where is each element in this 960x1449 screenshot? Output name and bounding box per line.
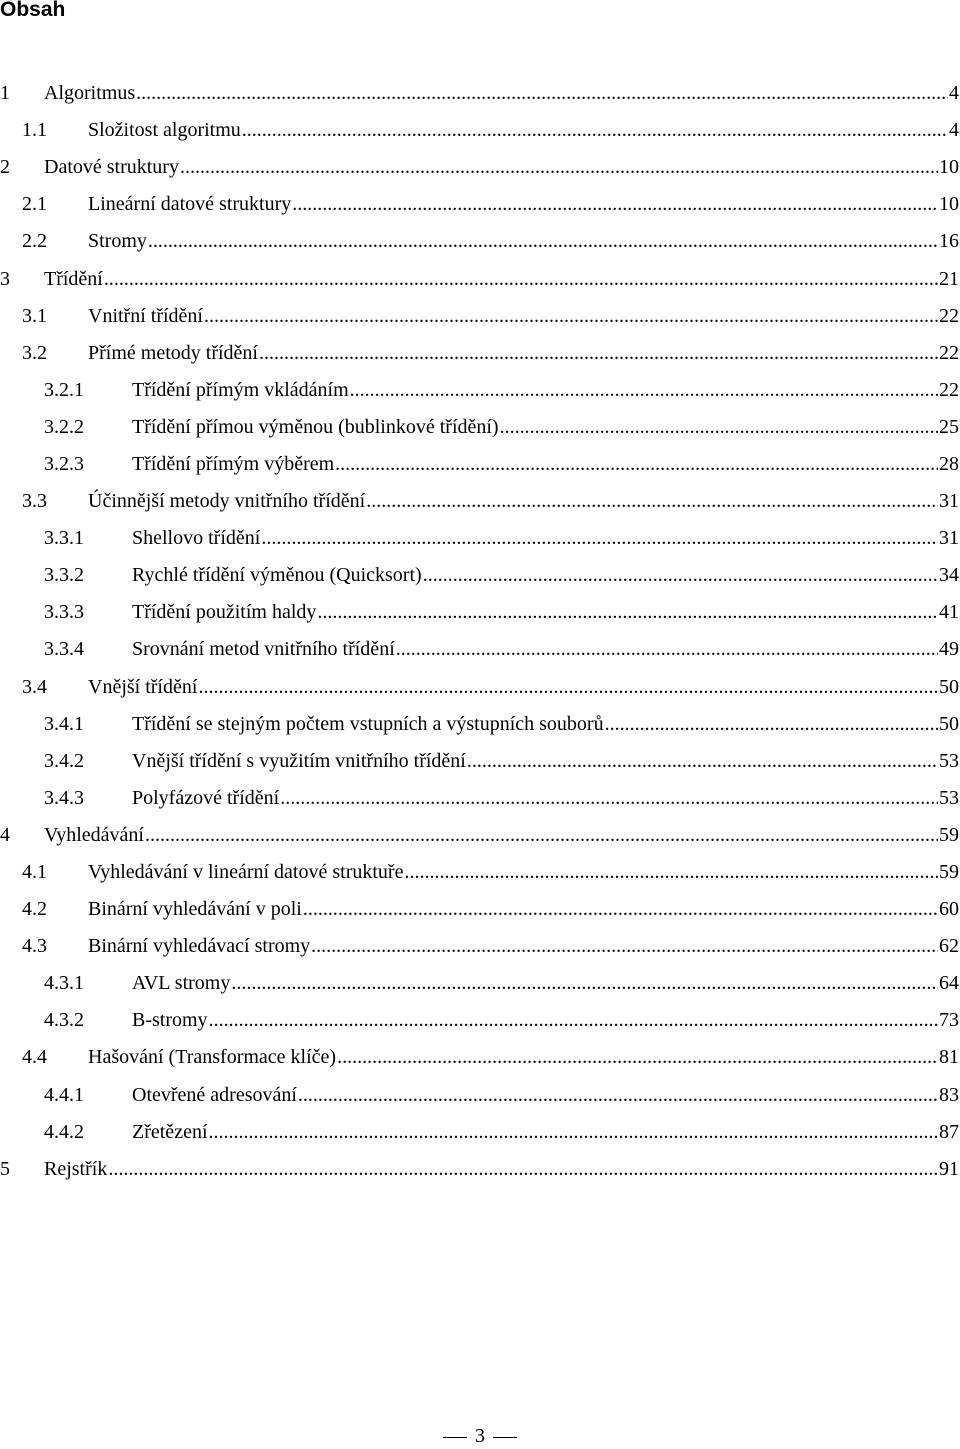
toc-entry-page: 73: [939, 1009, 959, 1032]
toc-entry-title: Třídění přímým vkládáním: [132, 378, 349, 401]
toc-entry-title: Třídění přímým výběrem: [132, 452, 335, 475]
toc-dot-leader: [108, 1158, 938, 1181]
toc-entry-title: Hašování (Transformace klíče): [88, 1046, 337, 1069]
page-title: Obsah: [0, 0, 66, 21]
toc-entry-number: 2: [0, 156, 10, 179]
toc-entry-title: Třídění: [44, 267, 103, 290]
toc-entry[interactable]: [0, 446, 959, 483]
toc-entry-page: 60: [939, 898, 959, 921]
toc-entry-page: 28: [939, 452, 959, 475]
toc-entry-number: 3.2.2: [44, 415, 84, 438]
toc-entry[interactable]: [0, 223, 959, 260]
toc-entry[interactable]: [0, 298, 959, 335]
toc-entry-number: 4.3.2: [44, 1009, 84, 1032]
toc-entry-title: Třídění se stejným počtem vstupních a výstupních souborů: [132, 712, 604, 735]
toc-dot-leader: [209, 1121, 939, 1144]
toc-entry[interactable]: [0, 669, 959, 706]
toc-entry-title: Otevřené adresování: [132, 1083, 297, 1106]
toc-entry-page: 25: [939, 415, 959, 438]
toc-entry-number: 2.2: [22, 230, 47, 253]
toc-entry[interactable]: [0, 780, 959, 817]
toc-entry-number: 3.3.3: [44, 601, 84, 624]
toc-dot-leader: [500, 416, 938, 439]
toc-entry[interactable]: [0, 409, 959, 446]
toc-entry[interactable]: [0, 1039, 959, 1076]
toc-entry[interactable]: [0, 75, 959, 112]
toc-dot-leader: [396, 638, 938, 661]
toc-entry-page: 41: [939, 601, 959, 624]
toc-entry[interactable]: [0, 1114, 959, 1151]
toc-entry[interactable]: [0, 743, 959, 780]
toc-entry[interactable]: [0, 854, 959, 891]
toc-dot-leader: [280, 787, 938, 810]
toc-entry-number: 3.4.3: [44, 786, 84, 809]
toc-dot-leader: [231, 972, 938, 995]
toc-entry-page: 91: [939, 1157, 959, 1180]
toc-dot-leader: [198, 676, 938, 699]
table-of-contents: [0, 75, 959, 1188]
toc-entry-number: 3.2: [22, 341, 47, 364]
toc-entry-number: 4.3.1: [44, 972, 84, 995]
toc-entry-page: 50: [939, 675, 959, 698]
toc-entry-number: 3.4: [22, 675, 47, 698]
toc-entry-number: 3.2.3: [44, 452, 84, 475]
toc-entry[interactable]: [0, 1002, 959, 1039]
toc-entry-title: Vnější třídění s využitím vnitřního třídění: [132, 749, 466, 772]
toc-entry-title: Vyhledávání v lineární datové struktuře: [88, 861, 404, 884]
page-number: 3: [475, 1425, 485, 1447]
toc-entry-page: 21: [939, 267, 959, 290]
toc-entry[interactable]: [0, 186, 959, 223]
toc-entry-title: B-stromy: [132, 1009, 208, 1032]
toc-entry-title: Rychlé třídění výměnou (Quicksort): [132, 564, 422, 587]
toc-entry-number: 3.2.1: [44, 378, 84, 401]
toc-dot-leader: [404, 861, 938, 884]
toc-entry[interactable]: [0, 928, 959, 965]
toc-entry-title: Účinnější metody vnitřního třídění: [88, 490, 366, 513]
toc-dot-leader: [242, 119, 948, 142]
toc-dot-leader: [292, 193, 938, 216]
toc-entry[interactable]: [0, 594, 959, 631]
toc-entry-page: 62: [939, 935, 959, 958]
toc-entry-number: 4.4: [22, 1046, 47, 1069]
toc-entry-page: 59: [939, 861, 959, 884]
toc-entry-title: Stromy: [88, 230, 147, 253]
toc-dot-leader: [366, 490, 938, 513]
toc-entry-page: 4: [949, 119, 959, 142]
toc-entry[interactable]: [0, 112, 959, 149]
toc-entry-number: 4.4.1: [44, 1083, 84, 1106]
toc-dot-leader: [104, 268, 938, 291]
toc-dot-leader: [180, 156, 938, 179]
toc-entry[interactable]: [0, 817, 959, 854]
toc-entry-page: 59: [939, 823, 959, 846]
toc-entry-number: 3.4.2: [44, 749, 84, 772]
toc-entry[interactable]: [0, 557, 959, 594]
toc-entry-title: Vnitřní třídění: [88, 304, 203, 327]
toc-dot-leader: [303, 898, 938, 921]
toc-entry-number: 3: [0, 267, 10, 290]
toc-entry[interactable]: [0, 483, 959, 520]
toc-entry-title: Třídění použitím haldy: [132, 601, 317, 624]
toc-entry-title: Binární vyhledávací stromy: [88, 935, 311, 958]
toc-entry[interactable]: [0, 260, 959, 297]
toc-dot-leader: [317, 601, 938, 624]
toc-entry-number: 3.1: [22, 304, 47, 327]
toc-entry-title: Datové struktury: [44, 156, 179, 179]
toc-entry-page: 49: [939, 638, 959, 661]
toc-entry-title: Vnější třídění: [88, 675, 198, 698]
toc-entry[interactable]: [0, 520, 959, 557]
toc-entry-title: Zřetězení: [132, 1120, 208, 1143]
toc-entry-number: 3.4.1: [44, 712, 84, 735]
toc-entry[interactable]: [0, 149, 959, 186]
toc-dot-leader: [209, 1009, 938, 1032]
toc-entry-number: 1.1: [22, 119, 47, 142]
toc-entry[interactable]: [0, 631, 959, 668]
page-number-dash-right: [493, 1437, 517, 1438]
toc-entry-page: 53: [939, 786, 959, 809]
toc-entry-page: 87: [939, 1120, 959, 1143]
page-number-footer: [0, 1423, 960, 1449]
page-number-dash-left: [443, 1437, 467, 1438]
toc-entry-page: 31: [939, 527, 959, 550]
toc-entry[interactable]: [0, 335, 959, 372]
toc-entry-page: 22: [939, 378, 959, 401]
toc-entry-title: Třídění přímou výměnou (bublinkové třídění): [132, 415, 499, 438]
toc-dot-leader: [136, 82, 948, 105]
toc-entry-page: 10: [939, 156, 959, 179]
toc-dot-leader: [298, 1084, 938, 1107]
toc-entry[interactable]: [0, 891, 959, 928]
toc-entry-page: 64: [939, 972, 959, 995]
toc-entry-number: 1: [0, 82, 10, 105]
toc-entry-title: Lineární datové struktury: [88, 193, 292, 216]
toc-dot-leader: [467, 750, 938, 773]
toc-dot-leader: [311, 935, 938, 958]
toc-entry-title: Složitost algoritmu: [88, 119, 241, 142]
toc-entry-page: 53: [939, 749, 959, 772]
toc-entry-number: 4: [0, 823, 10, 846]
toc-entry-title: Polyfázové třídění: [132, 786, 280, 809]
toc-entry-page: 81: [939, 1046, 959, 1069]
toc-entry-page: 22: [939, 304, 959, 327]
toc-dot-leader: [423, 564, 938, 587]
toc-entry-page: 50: [939, 712, 959, 735]
toc-entry[interactable]: [0, 706, 959, 743]
toc-entry-number: 3.3.2: [44, 564, 84, 587]
toc-entry[interactable]: [0, 372, 959, 409]
toc-entry-number: 4.2: [22, 898, 47, 921]
toc-entry-number: 3.3: [22, 490, 47, 513]
toc-dot-leader: [261, 527, 938, 550]
toc-entry-title: Algoritmus: [44, 82, 136, 105]
toc-entry-number: 2.1: [22, 193, 47, 216]
toc-entry-number: 4.4.2: [44, 1120, 84, 1143]
toc-dot-leader: [145, 824, 938, 847]
toc-entry[interactable]: [0, 1151, 959, 1188]
toc-dot-leader: [335, 453, 938, 476]
toc-entry-number: 5: [0, 1157, 10, 1180]
toc-dot-leader: [605, 713, 938, 736]
toc-entry-page: 10: [939, 193, 959, 216]
toc-entry-title: Srovnání metod vnitřního třídění: [132, 638, 395, 661]
toc-entry-title: Binární vyhledávání v poli: [88, 898, 302, 921]
toc-dot-leader: [259, 342, 938, 365]
toc-dot-leader: [204, 305, 938, 328]
toc-entry-page: 34: [939, 564, 959, 587]
toc-entry-title: Shellovo třídění: [132, 527, 261, 550]
toc-entry-title: AVL stromy: [132, 972, 231, 995]
toc-entry-page: 31: [939, 490, 959, 513]
toc-entry-title: Vyhledávání: [44, 823, 144, 846]
toc-entry[interactable]: [0, 965, 959, 1002]
toc-entry-page: 4: [949, 82, 959, 105]
toc-dot-leader: [148, 230, 938, 253]
toc-entry-title: Přímé metody třídění: [88, 341, 258, 364]
toc-entry-page: 16: [939, 230, 959, 253]
toc-entry-page: 22: [939, 341, 959, 364]
toc-entry-page: 83: [939, 1083, 959, 1106]
toc-dot-leader: [337, 1046, 938, 1069]
toc-entry-number: 4.1: [22, 861, 47, 884]
toc-entry-number: 4.3: [22, 935, 47, 958]
toc-entry-number: 3.3.1: [44, 527, 84, 550]
toc-entry-title: Rejstřík: [44, 1157, 108, 1180]
toc-dot-leader: [350, 379, 938, 402]
toc-entry[interactable]: [0, 1077, 959, 1114]
toc-entry-number: 3.3.4: [44, 638, 84, 661]
